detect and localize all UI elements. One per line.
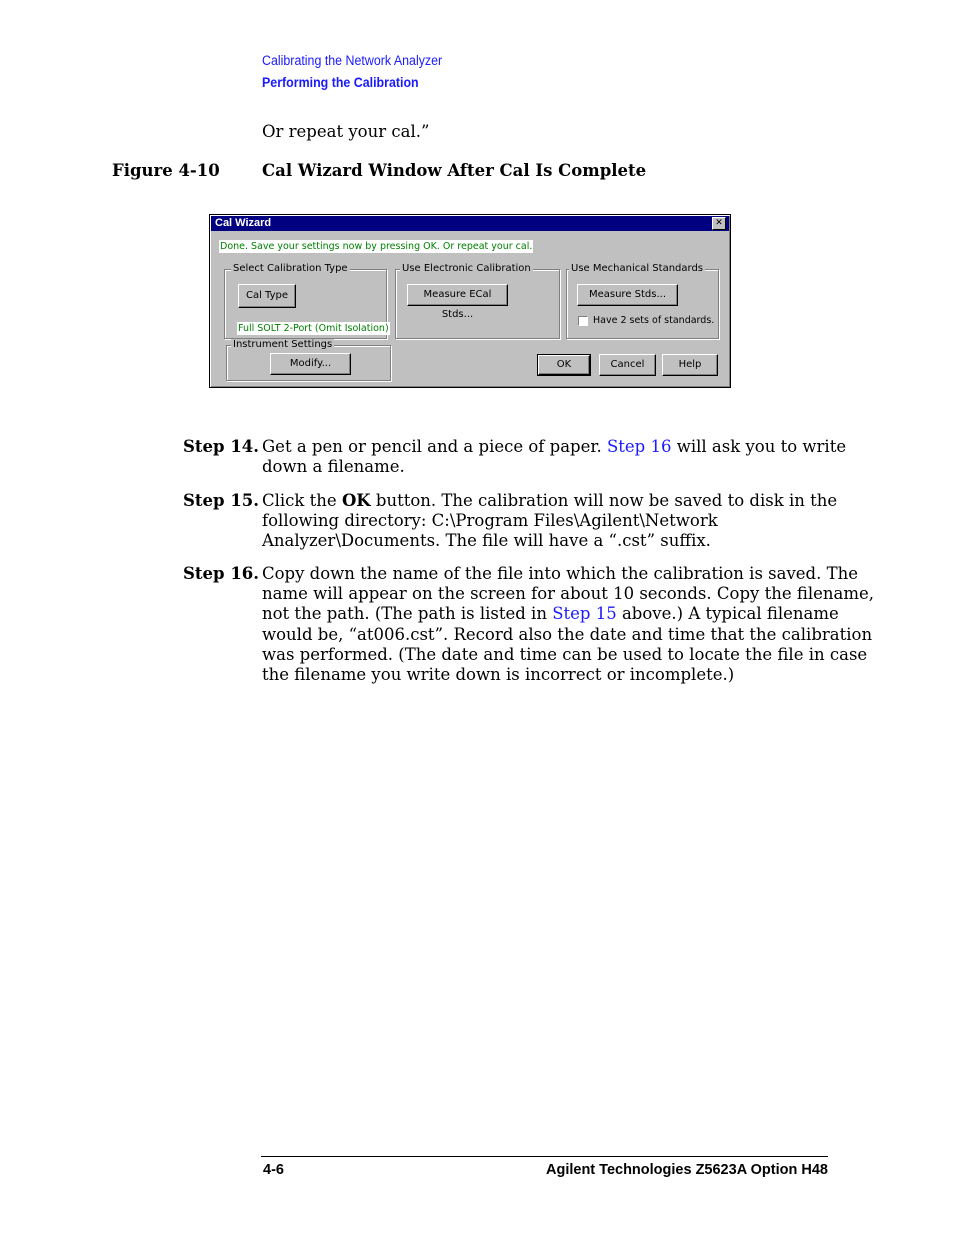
step-16-line-2: name will appear on the screen for about 10 seconds. Copy the filename, bbox=[262, 584, 875, 603]
figure-number: Figure 4-10 bbox=[112, 161, 220, 180]
current-cal-type: Full SOLT 2-Port (Omit Isolation) bbox=[238, 323, 389, 334]
ok-button[interactable]: OK bbox=[538, 355, 590, 375]
group-select-cal-type-label: Select Calibration Type bbox=[233, 263, 348, 274]
step-16-line-5: was performed. (The date and time can be used to locate the file in case bbox=[262, 645, 868, 664]
step-16-line-6: the filename you write down is incorrect or incomplete.) bbox=[262, 665, 735, 684]
group-ecal-label: Use Electronic Calibration bbox=[402, 263, 531, 274]
modify-button[interactable]: Modify... bbox=[270, 353, 351, 375]
step-16-line-3: not the path. (The path is listed in Step 15 above.) A typical filename bbox=[262, 604, 839, 623]
step-14-label: Step 14. bbox=[183, 437, 260, 456]
step-15-line-1: Click the OK button. The calibration will now be saved to disk in the bbox=[262, 491, 838, 510]
step-16-label: Step 16. bbox=[183, 564, 260, 583]
breadcrumb-chapter[interactable]: Calibrating the Network Analyzer bbox=[262, 53, 443, 68]
dialog-title: Cal Wizard bbox=[215, 217, 272, 229]
dialog-title-bar[interactable] bbox=[211, 216, 729, 231]
help-button[interactable]: Help bbox=[662, 354, 718, 376]
step-14-line-1: Get a pen or pencil and a piece of paper. Step 16 will ask you to write bbox=[262, 437, 847, 456]
cal-type-button[interactable]: Cal Type bbox=[238, 284, 296, 308]
status-message: Done. Save your settings now by pressing OK. Or repeat your cal. bbox=[220, 241, 533, 252]
close-icon[interactable]: ✕ bbox=[712, 217, 726, 230]
step-16-link[interactable]: Step 16 bbox=[606, 437, 672, 456]
step-15-line-2: following directory: C:\Program Files\Agilent\Network bbox=[262, 511, 718, 530]
page-number: 4-6 bbox=[263, 1162, 284, 1178]
step-15-link[interactable]: Step 15 bbox=[552, 604, 617, 623]
footer-rule bbox=[261, 1156, 828, 1157]
breadcrumb-section[interactable]: Performing the Calibration bbox=[262, 75, 419, 90]
cancel-button[interactable]: Cancel bbox=[599, 354, 656, 376]
footer-product: Agilent Technologies Z5623A Option H48 bbox=[546, 1162, 828, 1178]
two-sets-checkbox-label: Have 2 sets of standards. bbox=[593, 315, 715, 326]
group-instrument-label: Instrument Settings bbox=[233, 339, 333, 350]
figure-caption: Cal Wizard Window After Cal Is Complete bbox=[262, 161, 647, 180]
step-16-line-4: would be, “at006.cst”. Record also the date and time that the calibration bbox=[262, 625, 873, 644]
step-15-label: Step 15. bbox=[183, 491, 260, 510]
step-16-line-1: Copy down the name of the file into which the calibration is saved. The bbox=[262, 564, 858, 583]
step-14-line-2: down a filename. bbox=[262, 457, 405, 476]
two-sets-checkbox[interactable] bbox=[578, 316, 588, 326]
measure-stds-button[interactable]: Measure Stds... bbox=[577, 284, 678, 306]
group-mechanical-label: Use Mechanical Standards bbox=[571, 263, 704, 274]
intro-text: Or repeat your cal.” bbox=[262, 122, 430, 141]
measure-ecal-stds-button[interactable]: Measure ECal Stds... bbox=[407, 284, 508, 306]
step-15-line-3: Analyzer\Documents. The file will have a “.cst” suffix. bbox=[262, 531, 711, 550]
